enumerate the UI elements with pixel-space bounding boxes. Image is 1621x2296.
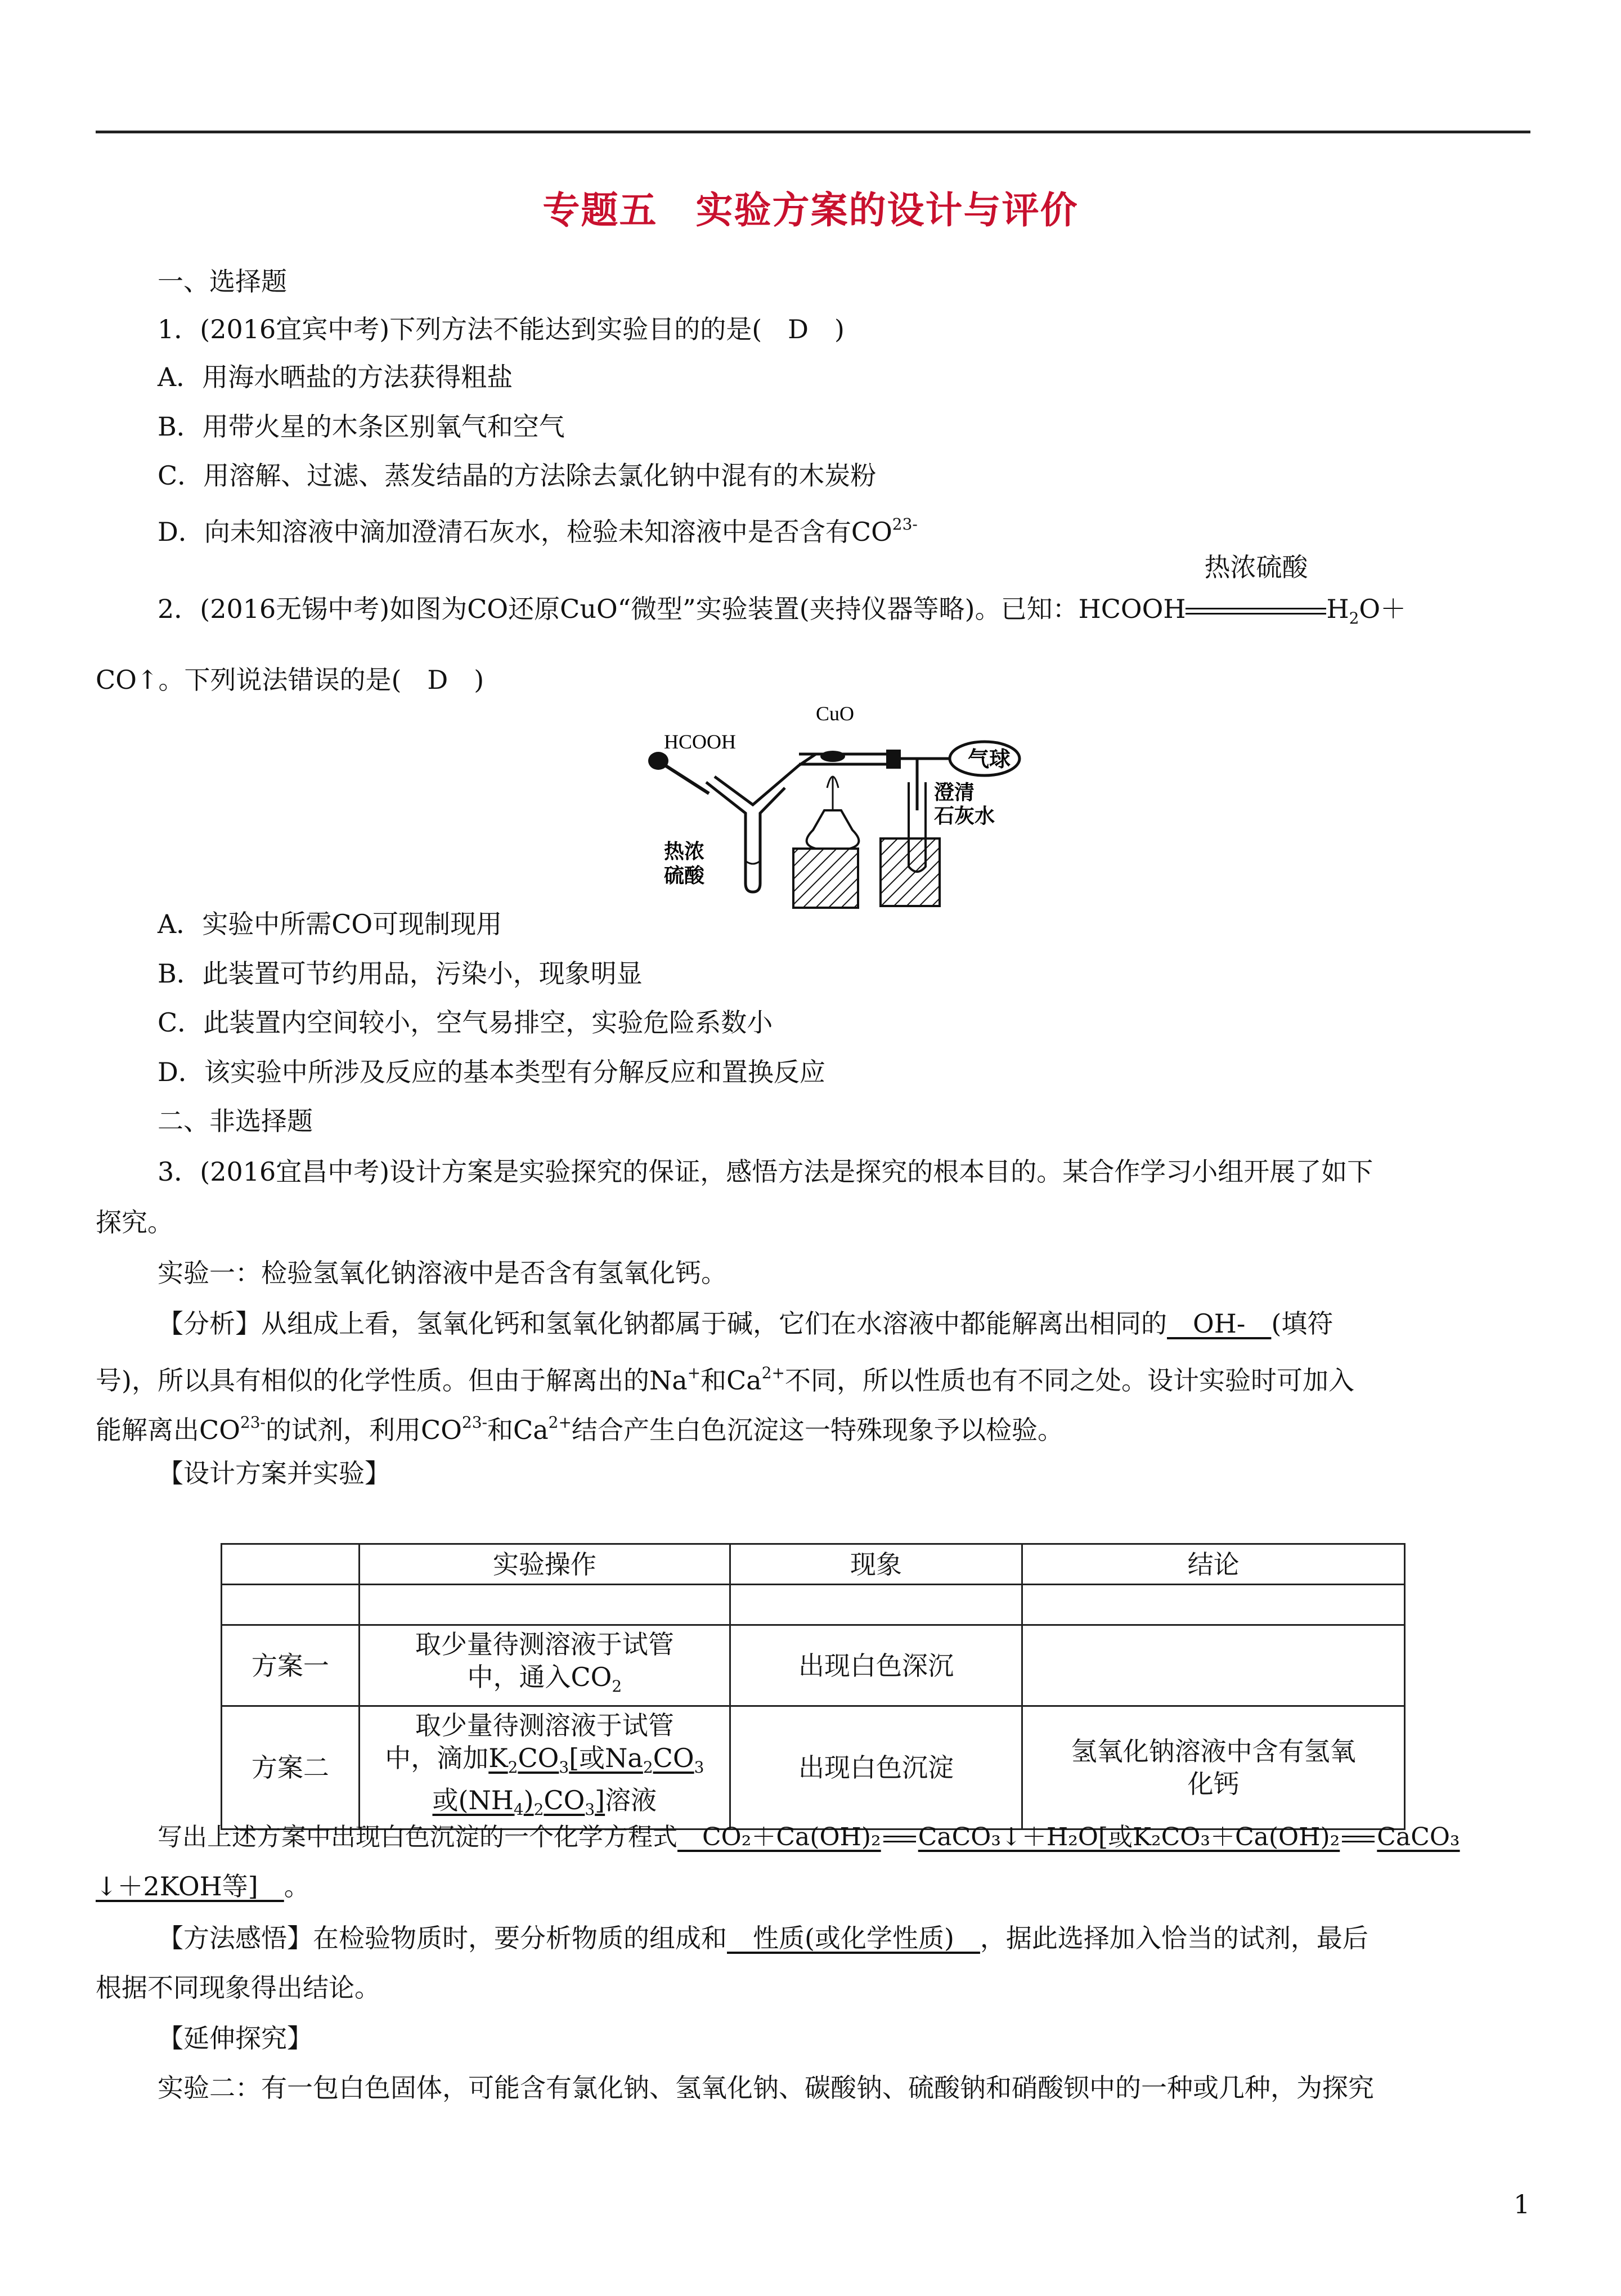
section-heading-nonchoice: 二、非选择题 [158,1106,313,1136]
table-header-cell: 实验操作 [359,1544,730,1585]
answer-oh: __OH-__ [1167,1308,1272,1339]
question-1-option-b: B．用带火星的木条区别氧气和空气 [158,411,565,442]
equation-line-1: 写出上述方案中出现白色沉淀的一个化学方程式__CO₂＋Ca(OH)₂ CaCO₃↓＋H₂O[或K₂CO₃＋Ca(OH)₂ CaCO₃ [158,1823,1460,1851]
reaction-condition-arrow: 热浓硫酸 [1186,592,1326,626]
plan-1-conclusion [1022,1625,1405,1706]
design-heading: 【设计方案并实验】 [158,1458,390,1488]
label-balloon: 气球 [968,747,1011,772]
question-3-stem-line1: 3．(2016宜昌中考)设计方案是实验探究的保证，感悟方法是探究的根本目的。某合作学习小组开展了如下 [158,1156,1373,1187]
table-header-cell: 现象 [730,1544,1022,1585]
experiment-2-text: 实验二：有一包白色固体，可能含有氯化钠、氢氧化钠、碳酸钠、硫酸钠和硝酸钡中的一种或几种，为探究 [158,2073,1374,2103]
question-1-option-d: D．向未知溶液中滴加澄清石灰水，检验未知溶液中是否含有$CO^{23-}$ [158,515,918,547]
label-acid-2: 硫酸 [664,864,705,887]
question-1-option-c: C．用溶解、过滤、蒸发结晶的方法除去氯化钠中混有的木炭粉 [158,460,877,491]
extend-heading: 【延伸探究】 [158,2023,313,2053]
table-header-cell: 结论 [1022,1544,1405,1585]
analysis-line-1: 【分析】从组成上看，氢氧化钙和氢氧化钠都属于碱，它们在水溶液中都能解离出相同的__OH-__(填符 [158,1308,1333,1339]
question-2-option-a: A．实验中所需CO可现制现用 [158,909,502,939]
table-row-plan-2 [222,1706,1405,1829]
plan-2-label: 方案二 [222,1706,360,1829]
label-hcooh: HCOOH [664,730,737,753]
table-header-cell [222,1544,360,1585]
page-number: 1 [1514,2189,1530,2219]
header-rule [96,131,1530,133]
label-limewater-1: 澄清 [934,781,975,804]
question-1-stem: 1．(2016宜宾中考)下列方法不能达到实验目的的是( D ) [158,314,845,344]
plan-1-label: 方案一 [222,1625,360,1706]
plan-2-operation: 取少量待测溶液于试管 中，滴加$K_2CO_3$[或$Na_2CO_3$ 或$(NH_4)_2CO_3$]溶液 [359,1706,730,1829]
alcohol-lamp-icon [807,810,859,849]
cuo-sample-icon [820,751,845,762]
question-1-option-a: A．用海水晒盐的方法获得粗盐 [158,362,513,392]
section-heading-choice: 一、选择题 [158,266,287,297]
plan-2-conclusion: 氢氧化钠溶液中含有氢氧 化钙 [1022,1706,1405,1829]
analysis-line-3: 能解离出$CO^{23-}$的试剂，利用$CO^{23-}$和$Ca^{2+}$结合产生白色沉淀这一特殊现象予以检验。 [96,1413,1063,1445]
method-line-1: 【方法感悟】在检验物质时，要分析物质的组成和__性质(或化学性质)__，据此选择加入恰当的试剂，最后 [158,1923,1368,1953]
question-2-option-c: C．此装置内空间较小，空气易排空，实验危险系数小 [158,1007,773,1038]
page-title: 专题五 实验方案的设计与评价 [542,188,1079,232]
question-3-stem-line2: 探究。 [96,1207,173,1237]
question-2-stem-line2: CO↑。下列说法错误的是( D ) [96,665,484,695]
label-acid-1: 热浓 [664,840,705,863]
analysis-line-2: 号)，所以具有相似的化学性质。但由于解离出的Na+和$Ca^{2+}$不同，所以性质也有不同之处。设计实验时可加入 [96,1364,1354,1396]
experiment-1-text: 实验一：检验氢氧化钠溶液中是否含有氢氧化钙。 [158,1258,727,1288]
table-header-row [222,1544,1405,1585]
table-row-empty [222,1585,1405,1625]
answer-equation-part-2: ↓＋2KOH等]__ [96,1871,284,1902]
support-block-right [881,838,940,906]
table-row-plan-1 [222,1625,1405,1706]
co-reduction-apparatus-figure [630,698,1035,912]
equation-line-2: ↓＋2KOH等]__。 [96,1871,310,1902]
question-2-option-d: D．该实验中所涉及反应的基本类型有分解反应和置换反应 [158,1057,825,1087]
plan-1-phenomenon: 出现白色深沉 [730,1625,1022,1706]
support-block-left [793,849,858,908]
method-line-2: 根据不同现象得出结论。 [96,1972,380,2003]
plan-1-operation: 取少量待测溶液于试管 中，通入$CO_2$ [359,1625,730,1706]
answer-property: __性质(或化学性质)__ [727,1923,980,1953]
label-limewater-2: 石灰水 [934,805,995,828]
question-2-option-b: B．此装置可节约用品，污染小，现象明显 [158,958,643,989]
plan-2-phenomenon: 出现白色沉淀 [730,1706,1022,1829]
label-cuo: CuO [816,702,855,725]
answer-equation-part-1: __CO₂＋Ca(OH)₂ CaCO₃↓＋H₂O[或K₂CO₃＋Ca(OH)₂ CaCO₃ [677,1823,1460,1851]
question-2-stem-line1: 2．(2016无锡中考)如图为CO还原CuO“微型”实验装置(夹持仪器等略)。已知：HCOOH 热浓硫酸 $H_2O+$ [158,552,1407,627]
experiment-design-table [221,1543,1406,1830]
